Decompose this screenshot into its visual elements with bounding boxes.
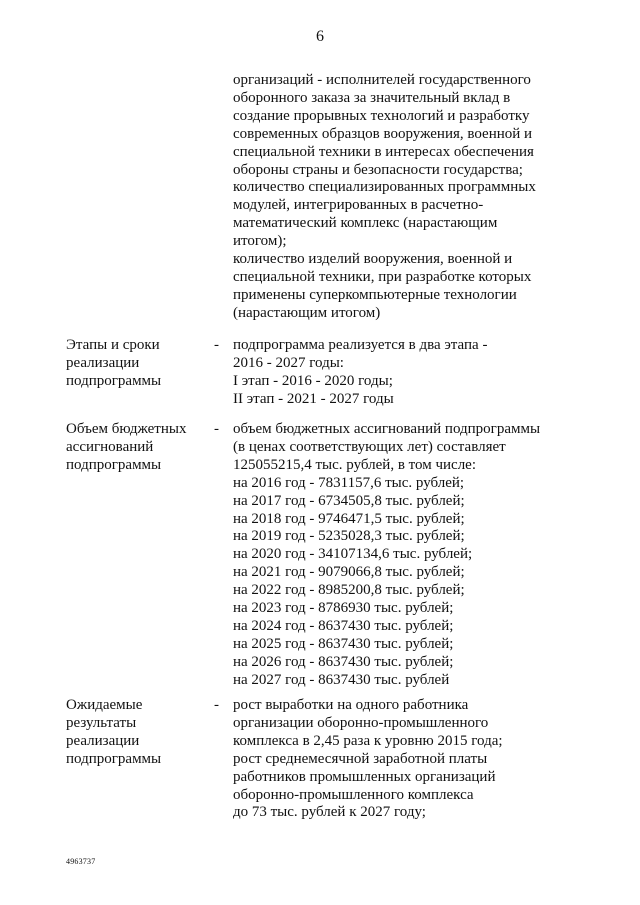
- label-line: подпрограммы: [66, 750, 162, 767]
- text-line: итогом);: [233, 233, 287, 250]
- text-line: специальной техники, при разработке которых: [233, 268, 532, 285]
- text-line: на 2018 год - 9746471,5 тыс. рублей;: [233, 510, 465, 527]
- section-label: [66, 697, 206, 769]
- text-line: на 2016 год - 7831157,6 тыс. рублей;: [233, 474, 465, 491]
- text-line: на 2026 год - 8637430 тыс. рублей;: [233, 653, 454, 670]
- text-line: на 2023 год - 8786930 тыс. рублей;: [233, 600, 454, 617]
- text-line: объем бюджетных ассигнований подпрограммы: [233, 421, 541, 437]
- section-label: [66, 421, 206, 475]
- text-line: до 73 тыс. рублей к 2027 году;: [233, 804, 426, 821]
- text-line: на 2021 год - 9079066,8 тыс. рублей;: [233, 564, 465, 581]
- label-line: реализации: [66, 354, 140, 371]
- text-line: 125055215,4 тыс. рублей, в том числе:: [233, 456, 477, 473]
- label-line: подпрограммы: [66, 456, 162, 473]
- label-line: Ожидаемые: [66, 697, 143, 713]
- text-line: специальной техники в интересах обеспечения: [233, 143, 534, 160]
- section-label: [66, 337, 206, 391]
- label-line: ассигнований: [66, 438, 154, 455]
- text-line: на 2019 год - 5235028,3 тыс. рублей;: [233, 528, 465, 545]
- text-line: создание прорывных технологий и разработку: [233, 107, 530, 124]
- document-id: 4963737: [66, 857, 96, 866]
- label-line: реализации: [66, 732, 140, 749]
- text-line: рост выработки на одного работника: [233, 697, 469, 713]
- separator-dash: -: [214, 421, 219, 437]
- text-line: оборонно-промышленного комплекса: [233, 786, 474, 803]
- text-line: I этап - 2016 - 2020 годы;: [233, 372, 393, 389]
- text-line: на 2020 год - 34107134,6 тыс. рублей;: [233, 546, 473, 563]
- text-line: на 2027 год - 8637430 тыс. рублей: [233, 671, 450, 688]
- label-line: Объем бюджетных: [66, 421, 187, 437]
- text-line: подпрограмма реализуется в два этапа -: [233, 337, 488, 353]
- text-line: 2016 - 2027 годы:: [233, 354, 344, 371]
- text-line: (нарастающим итогом): [233, 304, 381, 321]
- text-line: на 2025 год - 8637430 тыс. рублей;: [233, 635, 454, 652]
- separator-dash: -: [214, 337, 219, 353]
- label-line: результаты: [66, 714, 137, 731]
- page-number: 6: [316, 28, 324, 45]
- text-line: современных образцов вооружения, военной и: [233, 125, 533, 142]
- text-line: применены суперкомпьютерные технологии: [233, 286, 517, 303]
- text-line: (в ценах соответствующих лет) составляет: [233, 438, 506, 455]
- text-line: комплекса в 2,45 раза к уровню 2015 года;: [233, 732, 503, 749]
- text-line: на 2017 год - 6734505,8 тыс. рублей;: [233, 492, 465, 509]
- text-line: организации оборонно-промышленного: [233, 714, 489, 731]
- section-content: [233, 421, 573, 690]
- section-content: [233, 697, 573, 822]
- text-line: на 2022 год - 8985200,8 тыс. рублей;: [233, 582, 465, 599]
- text-line: организаций - исполнителей государственного: [233, 72, 531, 88]
- label-line: Этапы и сроки: [66, 337, 160, 353]
- text-line: количество изделий вооружения, военной и: [233, 251, 513, 268]
- text-line: количество специализированных программных: [233, 179, 536, 196]
- text-line: рост среднемесячной заработной платы: [233, 750, 488, 767]
- text-line: математический комплекс (нарастающим: [233, 215, 498, 232]
- text-line: обороны страны и безопасности государства;: [233, 161, 523, 178]
- section-content: [233, 337, 573, 409]
- text-line: модулей, интегрированных в расчетно-: [233, 197, 484, 214]
- text-line: на 2024 год - 8637430 тыс. рублей;: [233, 617, 454, 634]
- label-line: подпрограммы: [66, 372, 162, 389]
- text-line: оборонного заказа за значительный вклад в: [233, 89, 511, 106]
- separator-dash: -: [214, 697, 219, 713]
- text-line: II этап - 2021 - 2027 годы: [233, 390, 394, 407]
- continuation-text: [233, 72, 573, 323]
- text-line: работников промышленных организаций: [233, 768, 496, 785]
